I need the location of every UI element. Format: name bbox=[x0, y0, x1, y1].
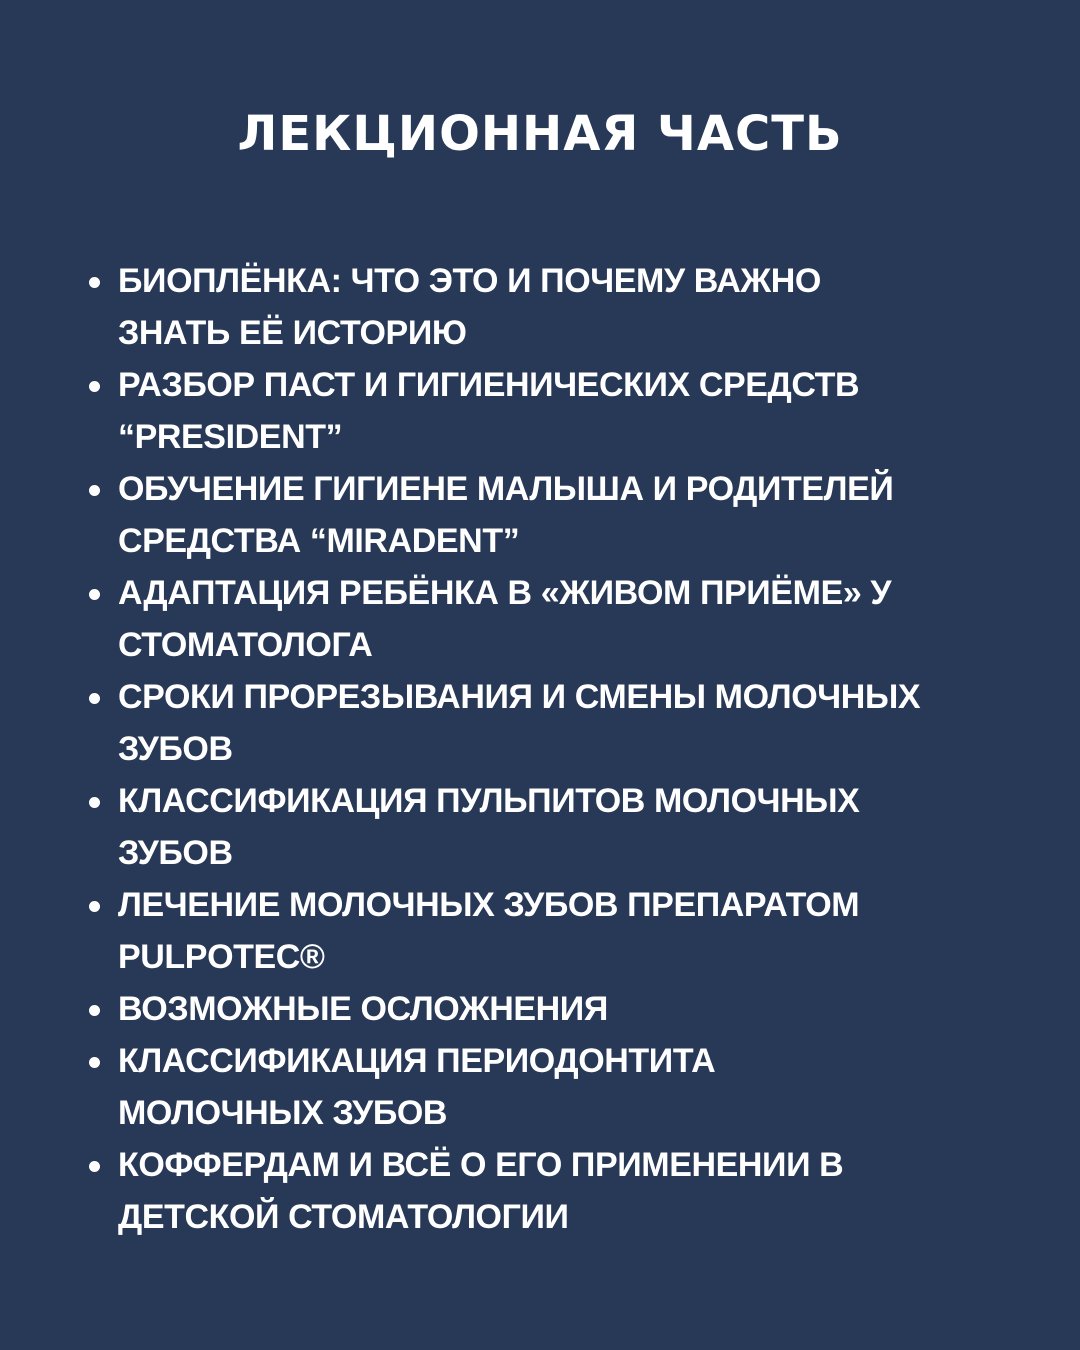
list-item-text-line: ЗУБОВ bbox=[118, 730, 233, 768]
bullet-icon bbox=[89, 277, 100, 288]
page-title: ЛЕКЦИОННАЯ ЧАСТЬ bbox=[237, 106, 843, 162]
list-item bbox=[86, 255, 1036, 359]
bullet-icon bbox=[89, 797, 100, 808]
list-item-text-line: АДАПТАЦИЯ РЕБЁНКА В «ЖИВОМ ПРИЁМЕ» У bbox=[118, 574, 892, 612]
list-item-text-line: ЗУБОВ bbox=[118, 834, 233, 872]
list-item bbox=[86, 775, 1036, 879]
bullet-icon bbox=[89, 381, 100, 392]
list-item bbox=[86, 463, 1036, 567]
bullet-icon bbox=[89, 1005, 100, 1016]
list-item-text-line: МОЛОЧНЫХ ЗУБОВ bbox=[118, 1094, 448, 1132]
list-item-text-line: СРОКИ ПРОРЕЗЫВАНИЯ И СМЕНЫ МОЛОЧНЫХ bbox=[118, 678, 921, 716]
list-item-text-line: КОФФЕРДАМ И ВСЁ О ЕГО ПРИМЕНЕНИИ В bbox=[118, 1146, 844, 1184]
list-item bbox=[86, 1139, 1036, 1243]
list-item bbox=[86, 671, 1036, 775]
list-item-text-line: БИОПЛЁНКА: ЧТО ЭТО И ПОЧЕМУ ВАЖНО bbox=[118, 262, 821, 300]
bullet-icon bbox=[89, 1057, 100, 1068]
list-item-text-line: СРЕДСТВА “MIRADENT” bbox=[118, 522, 520, 560]
topic-list bbox=[86, 255, 1036, 1243]
list-item bbox=[86, 879, 1036, 983]
list-item-text-line: КЛАССИФИКАЦИЯ ПЕРИОДОНТИТА bbox=[118, 1042, 716, 1080]
list-item-text-line: ВОЗМОЖНЫЕ ОСЛОЖНЕНИЯ bbox=[118, 990, 608, 1028]
list-item-text-line: ОБУЧЕНИЕ ГИГИЕНЕ МАЛЫША И РОДИТЕЛЕЙ bbox=[118, 470, 894, 508]
list-item-text-line: “PRESIDENT” bbox=[118, 418, 343, 456]
list-item-text-line: СТОМАТОЛОГА bbox=[118, 626, 373, 664]
list-item-text-line: PULPOTEC® bbox=[118, 938, 325, 976]
bullet-icon bbox=[89, 485, 100, 496]
list-item bbox=[86, 983, 1036, 1035]
list-item-text-line: КЛАССИФИКАЦИЯ ПУЛЬПИТОВ МОЛОЧНЫХ bbox=[118, 782, 860, 820]
bullet-icon bbox=[89, 589, 100, 600]
list-item-text-line: ЗНАТЬ ЕЁ ИСТОРИЮ bbox=[118, 314, 467, 352]
bullet-icon bbox=[89, 901, 100, 912]
bullet-icon bbox=[89, 693, 100, 704]
list-item-text-line: РАЗБОР ПАСТ И ГИГИЕНИЧЕСКИХ СРЕДСТВ bbox=[118, 366, 860, 404]
bullet-icon bbox=[89, 1161, 100, 1172]
list-item bbox=[86, 359, 1036, 463]
list-item-text-line: ЛЕЧЕНИЕ МОЛОЧНЫХ ЗУБОВ ПРЕПАРАТОМ bbox=[118, 886, 860, 924]
list-item bbox=[86, 1035, 1036, 1139]
list-item bbox=[86, 567, 1036, 671]
list-item-text-line: ДЕТСКОЙ СТОМАТОЛОГИИ bbox=[118, 1198, 569, 1236]
